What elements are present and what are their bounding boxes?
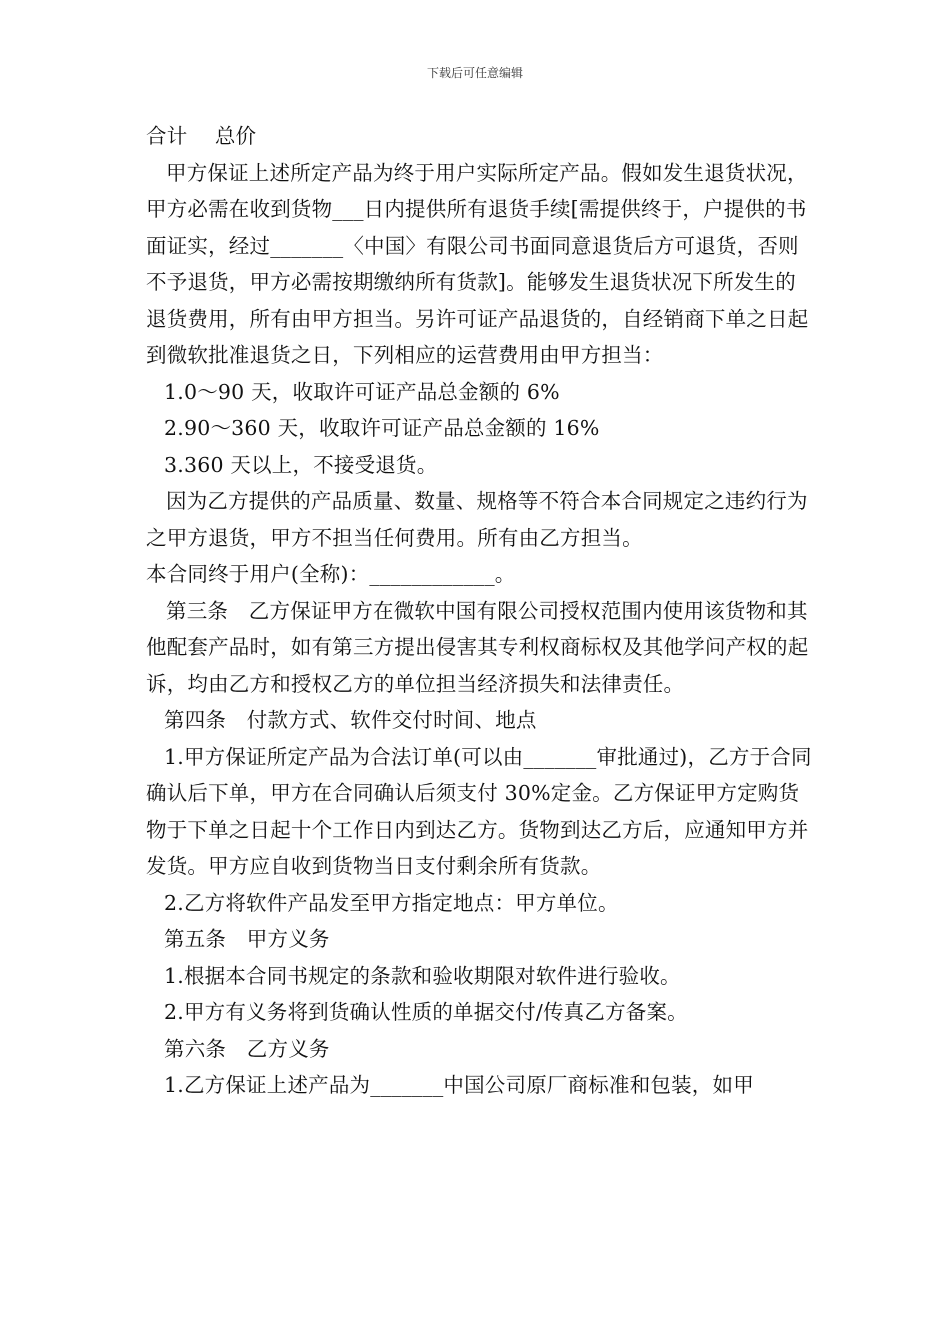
paragraph-end-user: 本合同终于用户(全称)：____________。 <box>146 562 516 586</box>
list-item-return-fee-3: 3.360 天以上，不接受退货。 <box>164 452 438 477</box>
paragraph-payment-2: 2.乙方将软件产品发至甲方指定地点：甲方单位。 <box>164 890 619 915</box>
paragraph-return-policy: 甲方保证上述所定产品为终于用户实际所定产品。假如发生退货状况，甲方必需在收到货物___日内提供所有退货手续[需提供终于，户提供的书面证实，经过_______〈中国〉有限公司书面同意退货后方可退货，否则不予退货，甲方必需按期缴纳所有货款]。能够发生退货状况下所发生的退货费用，所有由甲方担当。另许可证产品退货的，自经销商下单之日起到微软批准退货之日，下列相应的运营费用由甲方担当： <box>146 160 809 367</box>
paragraph-quality-return: 因为乙方提供的产品质量、数量、规格等不符合本合同规定之违约行为之甲方退货，甲方不担当任何费用。所有由乙方担当。 <box>146 489 808 550</box>
list-item-return-fee-2: 2.90～360 天，收取许可证产品总金额的 16% <box>164 416 600 440</box>
heading-article-4: 第四条 付款方式、软件交付时间、地点 <box>164 708 537 732</box>
list-item-party-b-duty-1: 1.乙方保证上述产品为_______中国公司原厂商标准和包装，如甲 <box>164 1073 754 1097</box>
paragraph-total: 合计 总价 <box>146 124 257 148</box>
list-item-party-a-duty-2: 2.甲方有义务将到货确认性质的单据交付/传真乙方备案。 <box>164 1000 688 1024</box>
page-header: 下载后可任意编辑 <box>426 66 523 80</box>
list-item-return-fee-1: 1.0～90 天，收取许可证产品总金额的 6% <box>164 379 560 404</box>
heading-article-5: 第五条 甲方义务 <box>164 927 330 951</box>
list-item-party-a-duty-1: 1.根据本合同书规定的条款和验收期限对软件进行验收。 <box>164 963 681 988</box>
paragraph-payment-1: 1.甲方保证所定产品为合法订单(可以由_______审批通过)，乙方于合同确认后下单，甲方在合同确认后须支付 30%定金。乙方保证甲方定购货物于下单之日起十个工作日内到达乙方。货物到达乙方后，应通知甲方并发货。甲方应自收到货物当日支付剩余所有货款。 <box>146 744 812 878</box>
heading-article-6: 第六条 乙方义务 <box>164 1036 330 1061</box>
document-body <box>146 118 812 1104</box>
paragraph-article-3: 第三条 乙方保证甲方在微软中国有限公司授权范围内使用该货物和其他配套产品时，如有第三方提出侵害其专利权商标权及其他学问产权的起诉，均由乙方和授权乙方的单位担当经济损失和法律责任。 <box>146 598 809 696</box>
